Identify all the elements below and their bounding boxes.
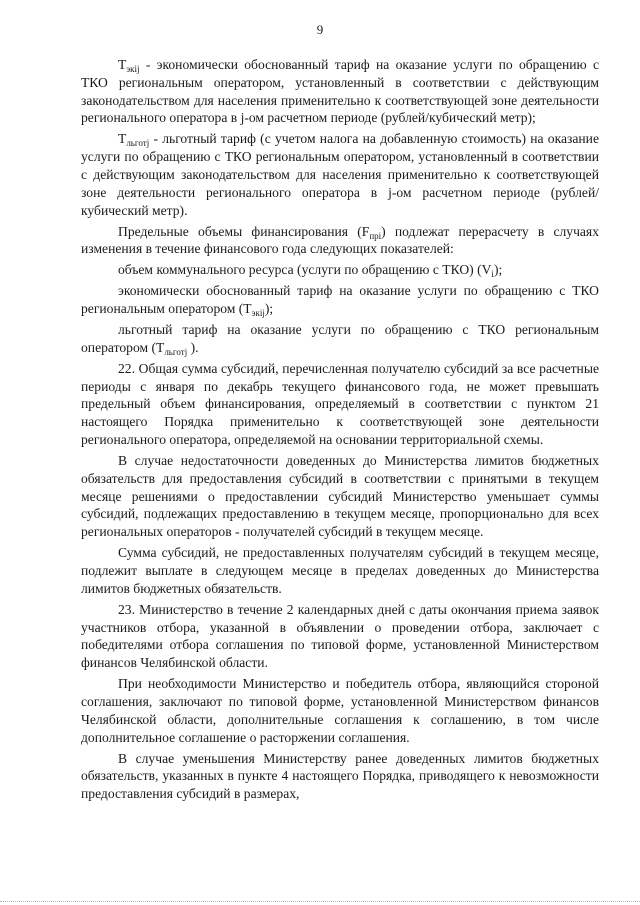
- paragraph-tariff-preferential: [81, 130, 599, 219]
- subscript: льготj: [126, 138, 150, 149]
- subscript: льготj: [164, 346, 188, 357]
- paragraph-limit-recalculation: [81, 223, 599, 259]
- paragraph-tariff-economic: [81, 56, 599, 127]
- subscript: i: [491, 269, 494, 280]
- paragraph-text: экономически обоснованный тариф на оказание услуги по обращению с ТКО региональным оператором (Т: [81, 283, 599, 317]
- paragraph-text: - экономически обоснованный тариф на оказание услуги по обращению с ТКО региональным оператором, установленный в соответствии с действующим законодательством для населения применительно к соответствующей зоне деятельности регионального оператора в j-ом расчетном периоде (рублей/кубический метр);: [81, 57, 599, 126]
- paragraph-text: льготный тариф на оказание услуги по обращению с ТКО региональным оператором (Т: [81, 322, 599, 355]
- paragraph-clause-22: 22. Общая сумма субсидий, перечисленная получателю субсидий за все расчетные периоды с января по декабрь текущего финансового года, не может превышать предельный объем финансирования, определяемый в соответствии с пунктом 21 настоящего Порядка применительно к соответствующей зоне деятельности регионального оператора, определяемой на основании территориальной схемы.: [81, 360, 599, 448]
- symbol-t: Т: [118, 57, 127, 72]
- paragraph-text: Предельные объемы финансирования (F: [118, 223, 370, 239]
- subscript: экij: [251, 308, 265, 319]
- paragraph-text: );: [493, 262, 503, 278]
- paragraph-clause-23: 23. Министерство в течение 2 календарных дней с даты окончания приема заявок участников отбора, указанной в объявлении о проведении отбора, заключает с победителями отбора соглашения по типовой форме, установленной Министерством финансов Челябинской области.: [81, 601, 599, 671]
- paragraph-text: ) подлежат перерасчету в случаях изменения в течение финансового года следующих показателей:: [81, 223, 599, 257]
- paragraph-insufficiency: В случае недостаточности доведенных до Министерства лимитов бюджетных обязательств для предоставления субсидий в соответствии с принятыми в текущем месяце решениями о предоставлении субсидий Министерство уменьшает суммы субсидий, подлежащих предоставлению в текущем месяце, пропорционально для всех региональных операторов - получателей субсидий в текущем месяце.: [81, 453, 599, 540]
- paragraph-volume: [81, 261, 599, 279]
- subscript: экij: [126, 64, 140, 74]
- paragraph-text: объем коммунального ресурса (услуги по обращению с ТКО) (V: [118, 262, 492, 278]
- paragraph-additional-agreements: При необходимости Министерство и победитель отбора, являющийся стороной соглашения, заключают по типовой форме, установленной Министерством финансов Челябинской области, дополнительные соглашения к соглашению, в том числе дополнительное соглашение о расторжении соглашения.: [81, 676, 599, 745]
- paragraph-text: ).: [187, 339, 199, 355]
- paragraph-preferential-tariff: [81, 321, 599, 357]
- page-bottom-edge: [0, 901, 640, 905]
- page-number: 9: [316, 22, 324, 37]
- subscript: прi: [369, 230, 382, 241]
- paragraph-limit-reduction: В случае уменьшения Министерству ранее доведенных лимитов бюджетных обязательств, указанных в пункте 4 настоящего Порядка, приводящего к невозможности предоставления субсидий в размерах,: [81, 750, 599, 802]
- symbol-t: Т: [118, 131, 127, 147]
- paragraph-text: );: [264, 301, 274, 317]
- paragraph-unpaid-subsidies: Сумма субсидий, не предоставленных получателям субсидий в текущем месяце, подлежит выплате в следующем месяце в пределах доведенных до Министерства лимитов бюджетных обязательств.: [81, 545, 599, 596]
- paragraph-text: - льготный тариф (с учетом налога на добавленную стоимость) на оказание услуги по обращению с ТКО региональным оператором, установленный в соответствии с действующим законодательством для населения применительно к соответствующей зоне деятельности регионального оператора в j-ом расчетном периоде (рублей/кубический метр).: [81, 131, 599, 218]
- paragraph-economic-tariff: [81, 282, 599, 318]
- document-body: [81, 56, 599, 806]
